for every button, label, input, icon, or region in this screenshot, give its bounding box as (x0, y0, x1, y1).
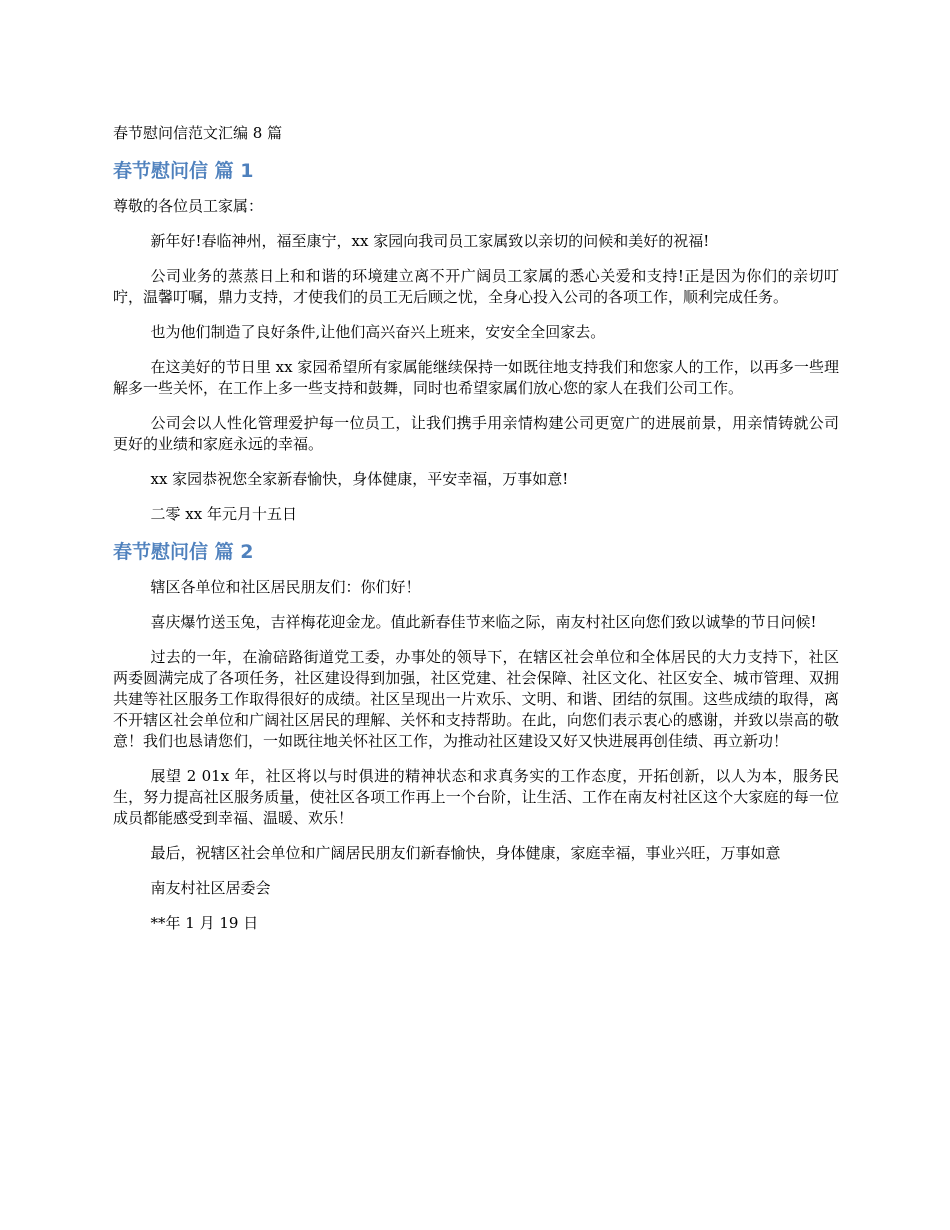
section-2-paragraph: 过去的一年，在渝碚路街道党工委，办事处的领导下，在辖区社会单位和全体居民的大力支持下，社区两委圆满完成了各项任务，社区建设得到加强，社区党建、社会保障、社区文化、社区安全、城市管理、双拥共建等社区服务工作取得很好的成绩。社区呈现出一片欢乐、文明、和谐、团结的氛围。这些成绩的取得，离不开辖区社会单位和广阔社区居民的理解、关怀和支持帮助。在此，向您们表示衷心的感谢，并致以崇高的敬意！我们也恳请您们，一如既往地关怀社区工作，为推动社区建设又好又快进展再创佳绩、再立新功！ (113, 648, 839, 750)
section-1-heading: 春节慰问信 篇 1 (113, 160, 254, 182)
section-2-paragraph: 辖区各单位和社区居民朋友们：你们好！ (150, 578, 421, 596)
section-2-heading: 春节慰问信 篇 2 (113, 541, 254, 563)
section-1-salutation: 尊敬的各位员工家属： (113, 197, 264, 215)
section-1-paragraph: xx 家园恭祝您全家新春愉快，身体健康，平安幸福，万事如意! (150, 470, 569, 488)
section-2-paragraph: 喜庆爆竹送玉兔，吉祥梅花迎金龙。值此新春佳节来临之际，南友村社区向您们致以诚挚的节日问候! (150, 613, 817, 631)
section-1-paragraph: 在这美好的节日里 xx 家园希望所有家属能继续保持一如既往地支持我们和您家人的工作，以再多一些理解多一些关怀，在工作上多一些支持和鼓舞，同时也希望家属们放心您的家人在我们公司工作。 (113, 358, 839, 397)
section-1-paragraph: 也为他们制造了良好条件,让他们高兴奋兴上班来，安安全全回家去。 (150, 323, 606, 341)
section-2-paragraph: 展望 2 01x 年，社区将以与时俱进的精神状态和求真务实的工作态度，开拓创新，以人为本，服务民生，努力提高社区服务质量，使社区各项工作再上一个台阶，让生活、工作在南友村社区这个大家庭的每一位成员都能感受到幸福、温暖、欢乐！ (113, 767, 839, 827)
document-title: 春节慰问信范文汇编 8 篇 (113, 124, 283, 142)
section-1-paragraph: 新年好!春临神州，福至康宁，xx 家园向我司员工家属致以亲切的问候和美好的祝福! (150, 232, 710, 250)
section-1-paragraph: 公司业务的蒸蒸日上和和谐的环境建立离不开广阔员工家属的悉心关爱和支持!正是因为你们的亲切叮咛，温馨叮嘱，鼎力支持，才使我们的员工无后顾之忧，全身心投入公司的各项工作，顺利完成任务。 (113, 267, 839, 306)
section-2-date: **年 1 月 19 日 (150, 914, 259, 932)
section-2-signature: 南友村社区居委会 (150, 879, 271, 897)
document-page (113, 122, 839, 948)
section-1-date: 二零 xx 年元月十五日 (150, 505, 297, 523)
section-2-paragraph: 最后，祝辖区社会单位和广阔居民朋友们新春愉快，身体健康，家庭幸福，事业兴旺，万事如意 (150, 844, 781, 862)
section-1-paragraph: 公司会以人性化管理爱护每一位员工，让我们携手用亲情构建公司更宽广的进展前景，用亲情铸就公司更好的业绩和家庭永远的幸福。 (113, 414, 839, 453)
